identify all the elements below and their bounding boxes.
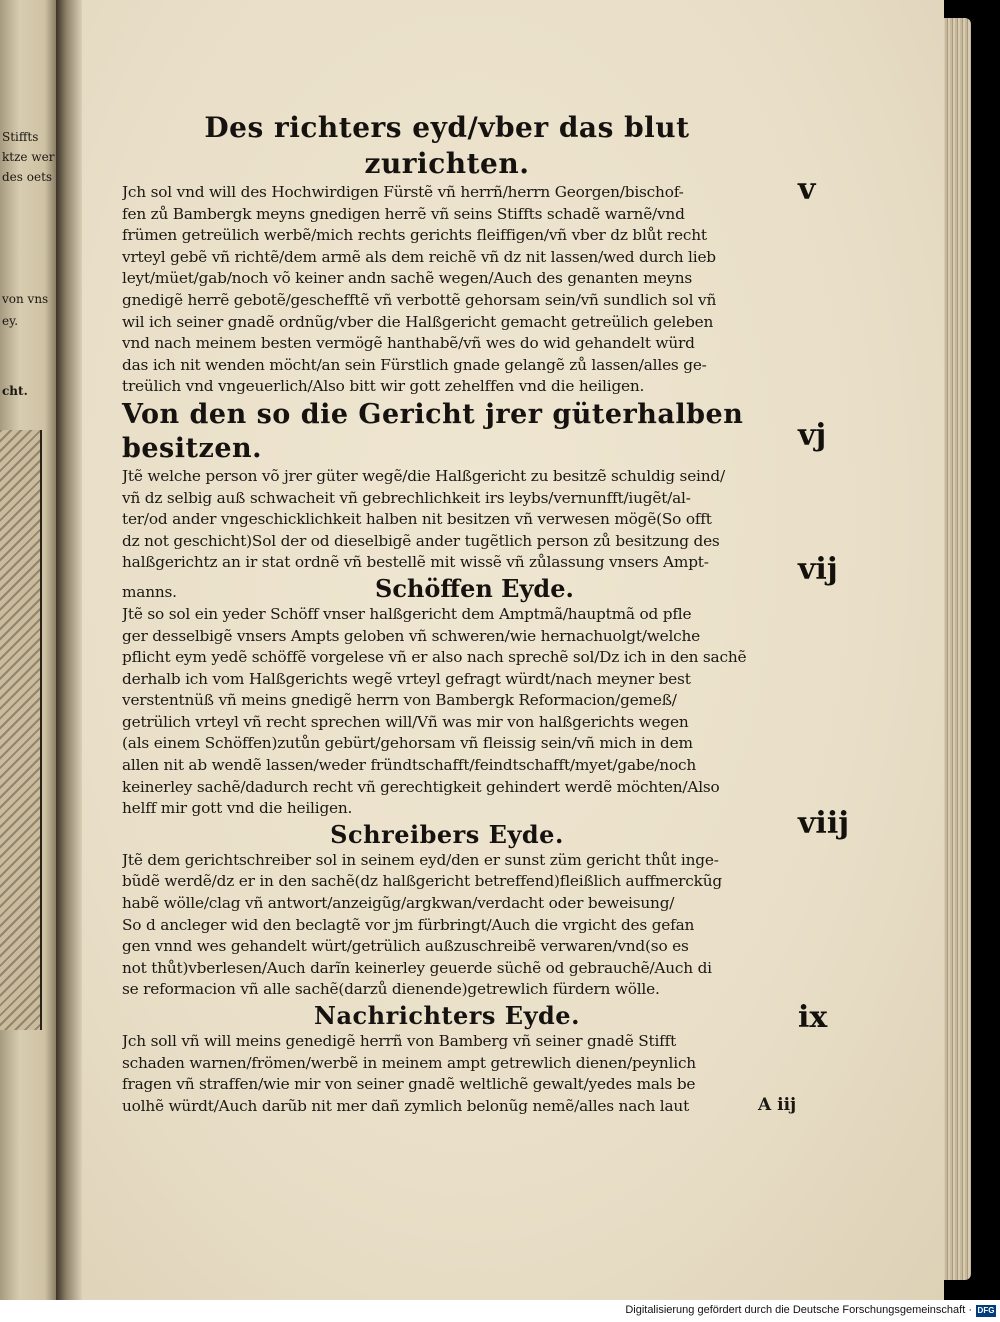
text-line: wil ich seiner gnadẽ ordnũg/vber die Halßgericht gemacht getreülich geleben [122, 312, 714, 331]
text-line: ter/od ander vngeschicklichkeit halben nit besitzen vñ verwesen mögẽ(So offt [122, 510, 712, 529]
text-line: treülich vnd vngeuerlich/Also bitt wir gott zehelffen vnd die heiligen. [122, 377, 645, 396]
margin-number: v [798, 172, 816, 207]
text-line: not thůt)vberlesen/Auch darĩn keinerley geuerde süchẽ od gebrauchẽ/Auch di [122, 958, 712, 977]
paragraph-executioner-oath [122, 1031, 772, 1117]
text-line: allen nit ab wendẽ lassen/weder fründtschafft/feindtschafft/myet/gabe/noch [122, 756, 696, 775]
text-line: vñ dz selbig auß schwacheit vñ gebrechlichkeit irs leybs/vernunfft/iugẽt/al- [122, 488, 691, 507]
text-line: fen zů Bambergk meyns gnedigen herrẽ vñ seins Stiffts schadẽ warnẽ/vnd [122, 204, 685, 223]
text-line: So d ancleger wid den beclagtẽ vor jm fürbringt/Auch die vrgicht des gefan [122, 915, 695, 934]
text-line: (als einem Schöffen)zutůn gebürt/gehorsam vñ fleissig sein/vñ mich in dem [122, 734, 693, 753]
text-line: se reformacion vñ alle sachẽ(darzů dienende)getrewlich fürdern wölle. [122, 980, 660, 999]
text-line: leyt/müet/gab/noch võ keiner andn sachẽ wegen/Auch des genanten meyns [122, 269, 693, 288]
text-line: vrteyl gebẽ vñ richtẽ/dem armẽ als dem reichẽ vñ dz nit lassen/wed durch lieb [122, 247, 716, 266]
margin-number: vj [798, 418, 827, 453]
text-line: halßgerichtz an ir stat ordnẽ vñ bestellẽ mit wissẽ vñ zůlassung vnsers Ampt- [122, 553, 709, 572]
text-line: Jtẽ so sol ein yeder Schöff vnser halßgericht dem Amptmã/hauptmã od pfle [122, 604, 692, 623]
margin-number: ix [798, 1000, 828, 1035]
footer-bar [0, 1300, 1000, 1322]
text-line: gnedigẽ herrẽ gebotẽ/geschefftẽ vñ verbottẽ gehorsam sein/vñ sundlich sol vñ [122, 290, 717, 309]
text-line: verstentnüß vñ meins gnedigẽ herrn von Bambergk Reformacion/gemeß/ [122, 691, 677, 710]
margin-number: vij [798, 552, 838, 587]
text-line: Jch sol vnd will des Hochwirdigen Fürstẽ vñ herrñ/herrn Georgen/bischof- [122, 183, 684, 201]
left-fragment: von vns [2, 292, 49, 306]
left-fragment: cht. [2, 384, 28, 398]
text-line: vnd nach meinem besten vermögẽ hanthabẽ/vñ wes do wid gehandelt würd [122, 334, 695, 353]
text-line: gen vnnd wes gehandelt würt/getrülich außzuschreibẽ verwaren/vnd(so es [122, 937, 689, 956]
book-page [82, 0, 944, 1300]
section-heading: Von den so die Gericht jrer güterhalben besitzen. [122, 398, 744, 464]
text-line: Jtẽ welche person võ jrer güter wegẽ/die Halßgericht zu besitzẽ schuldig seind/ [122, 466, 725, 485]
heading-row [122, 574, 772, 604]
book-gutter [56, 0, 82, 1300]
text-line: habẽ wölle/clag vñ antwort/anzeigũg/argkwan/verdacht oder beweisung/ [122, 894, 675, 913]
footer-text: Digitalisierung gefördert durch die Deutsche Forschungsgemeinschaft · [625, 1304, 972, 1316]
signature-mark: A iij [758, 1095, 797, 1115]
text-line: keinerley sachẽ/dadurch recht vñ gerechtigkeit gehindert werdẽ möchten/Also [122, 777, 720, 796]
paragraph-scribe-oath [122, 850, 772, 1001]
text-block [122, 110, 772, 1117]
text-line: fragen vñ straffen/wie mir von seiner gnadẽ weltlichẽ gewalt/yedes mals be [122, 1075, 696, 1094]
text-line: Jtẽ dem gerichtschreiber sol in seinem eyd/den er sunst züm gericht thůt inge- [122, 850, 719, 869]
paragraph-court-holders [122, 466, 772, 574]
woodcut-illustration [0, 430, 42, 1030]
text-line: bũdẽ werdẽ/dz er in den sachẽ(dz halßgericht betreffend)fleißlich auffmerckũg [122, 872, 722, 891]
paragraph-schoeffen-oath [122, 604, 772, 820]
text-line: derhalb ich vom Halßgerichts wegẽ vrteyl gefragt würdt/nach meyner best [122, 669, 691, 688]
left-page-sliver [0, 0, 56, 1300]
text-line: ger desselbigẽ vnsers Ampts geloben vñ schweren/wie hernachuolgt/welche [122, 626, 701, 645]
section-heading: Schreibers Eyde. [330, 819, 564, 849]
text-line: getrülich vrteyl vñ recht sprechen will/Vñ was mir von halßgerichts wegen [122, 712, 689, 731]
margin-number: viij [798, 806, 850, 841]
text-line: schaden warnen/frömen/werbẽ in meinem ampt getrewlich dienen/peynlich [122, 1053, 696, 1072]
text-line: Jch soll vñ will meins genedigẽ herrñ von Bamberg vñ seiner gnadẽ Stifft [122, 1032, 677, 1050]
paragraph-tail: manns. [122, 583, 177, 602]
text-line: pflicht eym yedẽ schöffẽ vorgelese vñ er also nach sprechẽ sol/Dz ich in den sachẽ [122, 648, 747, 667]
text-line: uolhẽ würdt/Auch darũb nit mer dañ zymlich belonũg nemẽ/alles nach laut [122, 1096, 690, 1115]
section-heading: Schöffen Eyde. [375, 573, 574, 603]
paragraph-judges-oath [122, 182, 772, 398]
text-line: das ich nit wenden möcht/an sein Fürstlich gnade gelangẽ zů lassen/alles ge- [122, 355, 707, 374]
left-fragment: ktze wer [2, 150, 55, 164]
section-heading: Nachrichters Eyde. [314, 1001, 580, 1030]
dfg-logo: DFG [977, 1306, 995, 1315]
text-line: helff mir gott vnd die heiligen. [122, 799, 353, 818]
left-fragment: ey. [2, 314, 19, 328]
page-title: Des richters eyd/vber das blut zurichten. [204, 111, 690, 180]
text-line: dz not geschicht)Sol der od dieselbigẽ ander tugẽtlich person zů besitzung des [122, 531, 720, 550]
text-line: frümen getreülich werbẽ/mich rechts gerichts fleiffigen/vñ vber dz blůt recht [122, 226, 707, 245]
left-fragment: des oets [2, 170, 53, 184]
left-fragment: Stiffts [2, 130, 39, 144]
